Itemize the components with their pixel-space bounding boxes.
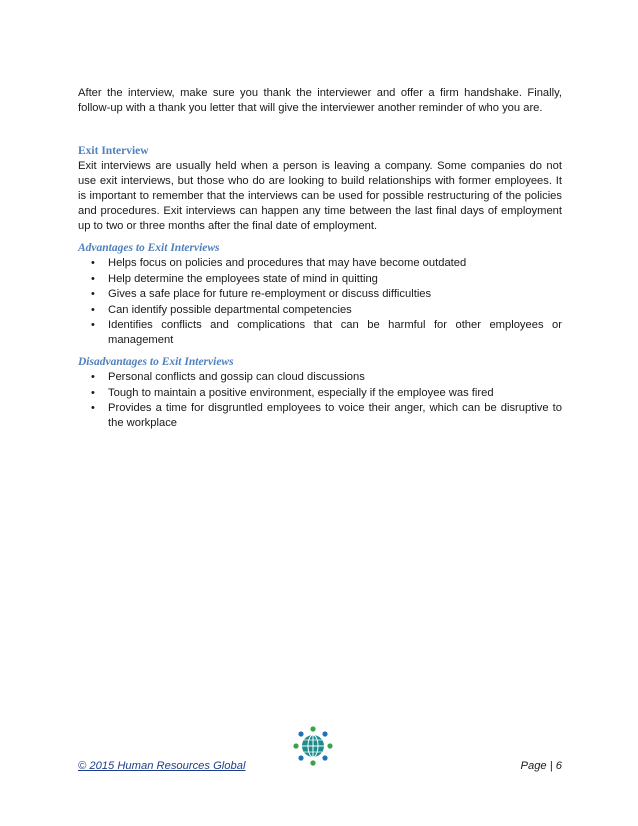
- list-item-text: Helps focus on policies and procedures that may have become outdated: [108, 257, 467, 269]
- list-item: [78, 303, 562, 318]
- bullet-icon: •: [91, 272, 95, 285]
- list-item-text: Can identify possible departmental competencies: [108, 303, 352, 316]
- bullet-icon: •: [91, 303, 95, 316]
- disadvantages-list: [78, 370, 562, 431]
- exit-interview-heading: Exit Interview: [78, 145, 149, 157]
- list-item-text: Gives a safe place for future re-employment or discuss difficulties: [108, 288, 432, 300]
- advantages-heading: Advantages to Exit Interviews: [78, 242, 220, 254]
- list-item-text: Identifies conflicts and complications that can be harmful for other employees or management: [108, 319, 562, 346]
- list-item-text: Personal conflicts and gossip can cloud discussions: [108, 371, 365, 383]
- page-content: [78, 86, 562, 432]
- list-item: [78, 318, 562, 348]
- exit-interview-paragraph: Exit interviews are usually held when a person is leaving a company. Some companies do not use exit interviews, but those who do are looking to build relationships with former employees. It is important to remember that the interviews can be used for possible restructuring of the policies and procedures. Exit interviews can happen any time between the last final days of employment up to two or three months after the final date of employment.: [78, 160, 562, 232]
- page-footer: [78, 760, 562, 776]
- list-item-text: Help determine the employees state of mind in quitting: [108, 272, 378, 285]
- bullet-icon: •: [91, 288, 95, 300]
- list-item: [78, 386, 562, 401]
- disadvantages-heading: Disadvantages to Exit Interviews: [78, 356, 234, 368]
- list-item: [78, 256, 562, 271]
- copyright-link[interactable]: © 2015 Human Resources Global: [78, 760, 246, 772]
- bullet-icon: •: [91, 257, 95, 269]
- page-number: Page | 6: [520, 760, 562, 772]
- list-item: [78, 370, 562, 385]
- list-item-text: Provides a time for disgruntled employees to voice their anger, which can be disruptive to the workplace: [108, 402, 562, 429]
- globe-icon: [302, 735, 324, 757]
- bullet-icon: •: [91, 371, 95, 383]
- bullet-icon: •: [91, 386, 95, 399]
- bullet-icon: •: [91, 319, 95, 331]
- list-item-text: Tough to maintain a positive environment, especially if the employee was fired: [108, 386, 494, 399]
- list-item: [78, 272, 562, 287]
- bullet-icon: •: [91, 402, 95, 414]
- intro-paragraph: After the interview, make sure you thank the interviewer and offer a firm handshake. Finally, follow-up with a thank you letter that will give the interviewer another reminder of who you are.: [78, 87, 562, 114]
- list-item: [78, 287, 562, 302]
- list-item: [78, 401, 562, 431]
- advantages-list: [78, 256, 562, 348]
